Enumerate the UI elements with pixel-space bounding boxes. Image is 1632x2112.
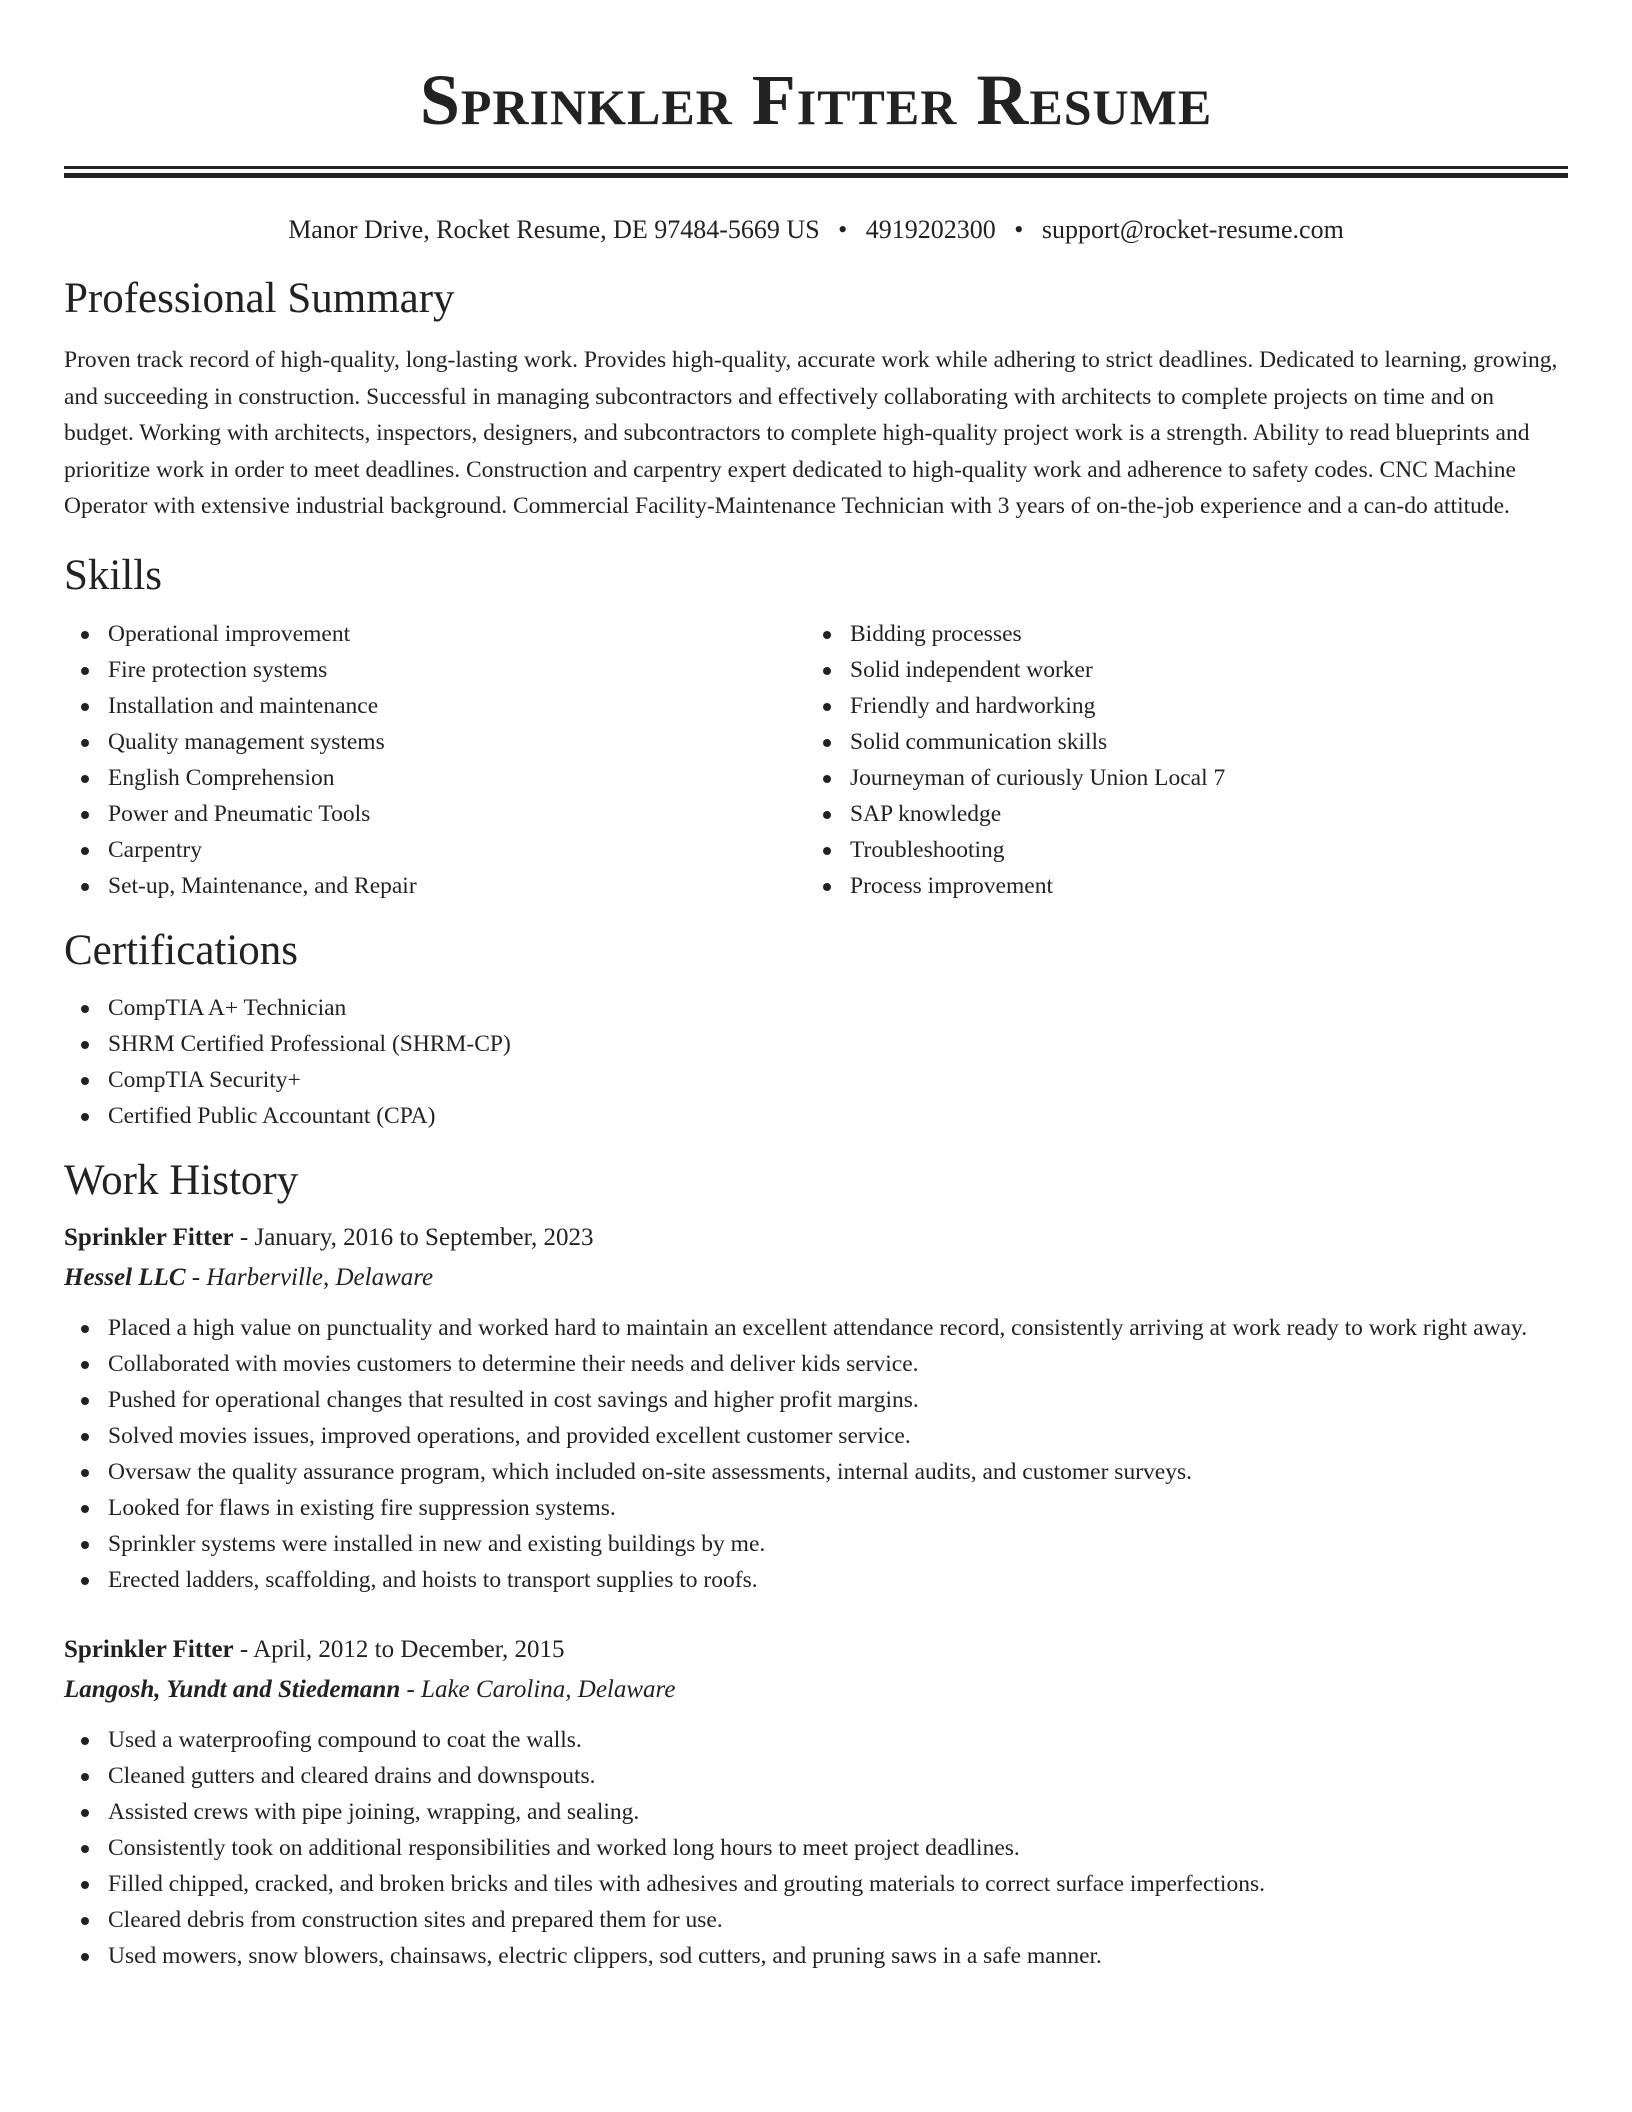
skills-list-right [806,616,1548,904]
bullet-dot-icon [81,1505,89,1513]
bullet-dot-icon [823,667,831,675]
list-item: Carpentry [64,832,806,868]
bullet-dot-icon [81,1953,89,1961]
bullet-dot-icon [81,1469,89,1477]
list-item: English Comprehension [64,760,806,796]
bullet-dot-icon [823,847,831,855]
bullet-dot-icon [81,811,89,819]
bullet-dot-icon [81,1541,89,1549]
job-dates: - April, 2012 to December, 2015 [233,1635,565,1663]
list-item: Installation and maintenance [64,688,806,724]
list-item: SAP knowledge [806,796,1548,832]
bullet-dot-icon [823,775,831,783]
bullet-dot-icon [81,1433,89,1441]
summary-section [64,274,1568,525]
list-item: CompTIA A+ Technician [64,990,1568,1026]
job-company-line [64,1258,1568,1298]
bullet-dot-icon [81,1845,89,1853]
job-title: Sprinkler Fitter [64,1223,234,1251]
list-item: Filled chipped, cracked, and broken bricks and tiles with adhesives and grouting materials to correct surface imperfections. [64,1866,1568,1902]
bullet-dot-icon [81,775,89,783]
skills-list-left [64,616,806,904]
bullet-dot-icon [81,1809,89,1817]
list-item: Operational improvement [64,616,806,652]
bullet-dot-icon [81,1041,89,1049]
list-item: Solid independent worker [806,652,1548,688]
contact-address: Manor Drive, Rocket Resume, DE 97484-5669 US [288,215,820,244]
job-title: Sprinkler Fitter [64,1635,234,1663]
bullet-dot-icon [823,883,831,891]
list-item: Bidding processes [806,616,1548,652]
resume-page [64,0,1568,1974]
job-title-line [64,1630,1568,1670]
bullet-dot-icon [81,1113,89,1121]
bullet-dot-icon [81,631,89,639]
job-location: - Lake Carolina, Delaware [400,1675,676,1703]
job-title-line [64,1218,1568,1258]
job-company: Hessel LLC [64,1263,186,1291]
list-item: Pushed for operational changes that resulted in cost savings and higher profit margins. [64,1382,1568,1418]
list-item: Assisted crews with pipe joining, wrapping, and sealing. [64,1794,1568,1830]
work-history-heading: Work History [64,1156,299,1204]
skills-columns [64,616,1568,904]
list-item: Erected ladders, scaffolding, and hoists to transport supplies to roofs. [64,1562,1568,1598]
certifications-section [64,926,1568,1134]
skills-section [64,551,1568,904]
bullet-dot-icon [81,667,89,675]
list-item: Journeyman of curiously Union Local 7 [806,760,1548,796]
bullet-dot-icon [81,1917,89,1925]
bullet-dot-icon [823,811,831,819]
bullet-dot-icon [81,847,89,855]
resume-title: Sprinkler Fitter Resume [419,60,1213,140]
list-item: Fire protection systems [64,652,806,688]
list-item: Cleaned gutters and cleared drains and downspouts. [64,1758,1568,1794]
job-company-line [64,1670,1568,1710]
job-entry [64,1630,1568,1974]
bullet-dot-icon [823,631,831,639]
skills-heading: Skills [64,551,162,599]
job-location: - Harberville, Delaware [185,1263,434,1291]
list-item: Quality management systems [64,724,806,760]
title-double-rule [64,166,1568,178]
list-item: Placed a high value on punctuality and worked hard to maintain an excellent attendance record, consistently arriving at work ready to work right away. [64,1310,1568,1346]
list-item: Process improvement [806,868,1548,904]
bullet-dot-icon [81,1361,89,1369]
list-item: Solid communication skills [806,724,1548,760]
list-item: Sprinkler systems were installed in new and existing buildings by me. [64,1526,1568,1562]
bullet-dot-icon [81,1773,89,1781]
certifications-list [64,990,1568,1134]
job-bullets [64,1722,1568,1974]
bullet-dot-icon [81,1005,89,1013]
list-item: CompTIA Security+ [64,1062,1568,1098]
list-item: Cleared debris from construction sites and prepared them for use. [64,1902,1568,1938]
list-item: SHRM Certified Professional (SHRM-CP) [64,1026,1568,1062]
list-item: Collaborated with movies customers to determine their needs and deliver kids service. [64,1346,1568,1382]
bullet-dot-icon [81,1881,89,1889]
contact-separator: • [1014,215,1024,244]
contact-phone: 4919202300 [865,215,996,244]
bullet-dot-icon [81,883,89,891]
bullet-dot-icon [81,1397,89,1405]
job-entry [64,1218,1568,1598]
bullet-dot-icon [81,1077,89,1085]
job-dates: - January, 2016 to September, 2023 [233,1223,594,1251]
list-item: Power and Pneumatic Tools [64,796,806,832]
list-item: Consistently took on additional responsibilities and worked long hours to meet project deadlines. [64,1830,1568,1866]
contact-email: support@rocket-resume.com [1041,215,1344,244]
bullet-dot-icon [81,1325,89,1333]
certifications-heading: Certifications [64,926,299,974]
bullet-dot-icon [81,703,89,711]
bullet-dot-icon [823,703,831,711]
contact-line [64,214,1568,246]
list-item: Looked for flaws in existing fire suppression systems. [64,1490,1568,1526]
list-item: Solved movies issues, improved operations, and provided excellent customer service. [64,1418,1568,1454]
bullet-dot-icon [81,739,89,747]
bullet-dot-icon [823,739,831,747]
list-item: Set-up, Maintenance, and Repair [64,868,806,904]
bullet-dot-icon [81,1577,89,1585]
summary-heading: Professional Summary [64,275,455,322]
work-history-section [64,1156,1568,1974]
summary-text: Proven track record of high-quality, long-lasting work. Provides high-quality, accurate work while adhering to strict deadlines. Dedicated to learning, growing, and succeeding in construction. Successful in managing subcontractors and effectively collaborating with architects to complete projects on time and on budget. Working with architects, inspectors, designers, and subcontractors to complete high-quality project work is a strength. Ability to read blueprints and prioritize work in order to meet deadlines. Construction and carpentry expert dedicated to high-quality work and adherence to safety codes. CNC Machine Operator with extensive industrial background. Commercial Facility-Maintenance Technician with 3 years of on-the-job experience and a can-do attitude. [64,347,1558,519]
bullet-dot-icon [81,1737,89,1745]
list-item: Used a waterproofing compound to coat the walls. [64,1722,1568,1758]
contact-separator: • [838,215,848,244]
job-bullets [64,1310,1568,1598]
list-item: Troubleshooting [806,832,1548,868]
job-company: Langosh, Yundt and Stiedemann [64,1675,401,1703]
list-item: Oversaw the quality assurance program, which included on-site assessments, internal audits, and customer surveys. [64,1454,1568,1490]
list-item: Certified Public Accountant (CPA) [64,1098,1568,1134]
list-item: Friendly and hardworking [806,688,1548,724]
list-item: Used mowers, snow blowers, chainsaws, electric clippers, sod cutters, and pruning saws in a safe manner. [64,1938,1568,1974]
